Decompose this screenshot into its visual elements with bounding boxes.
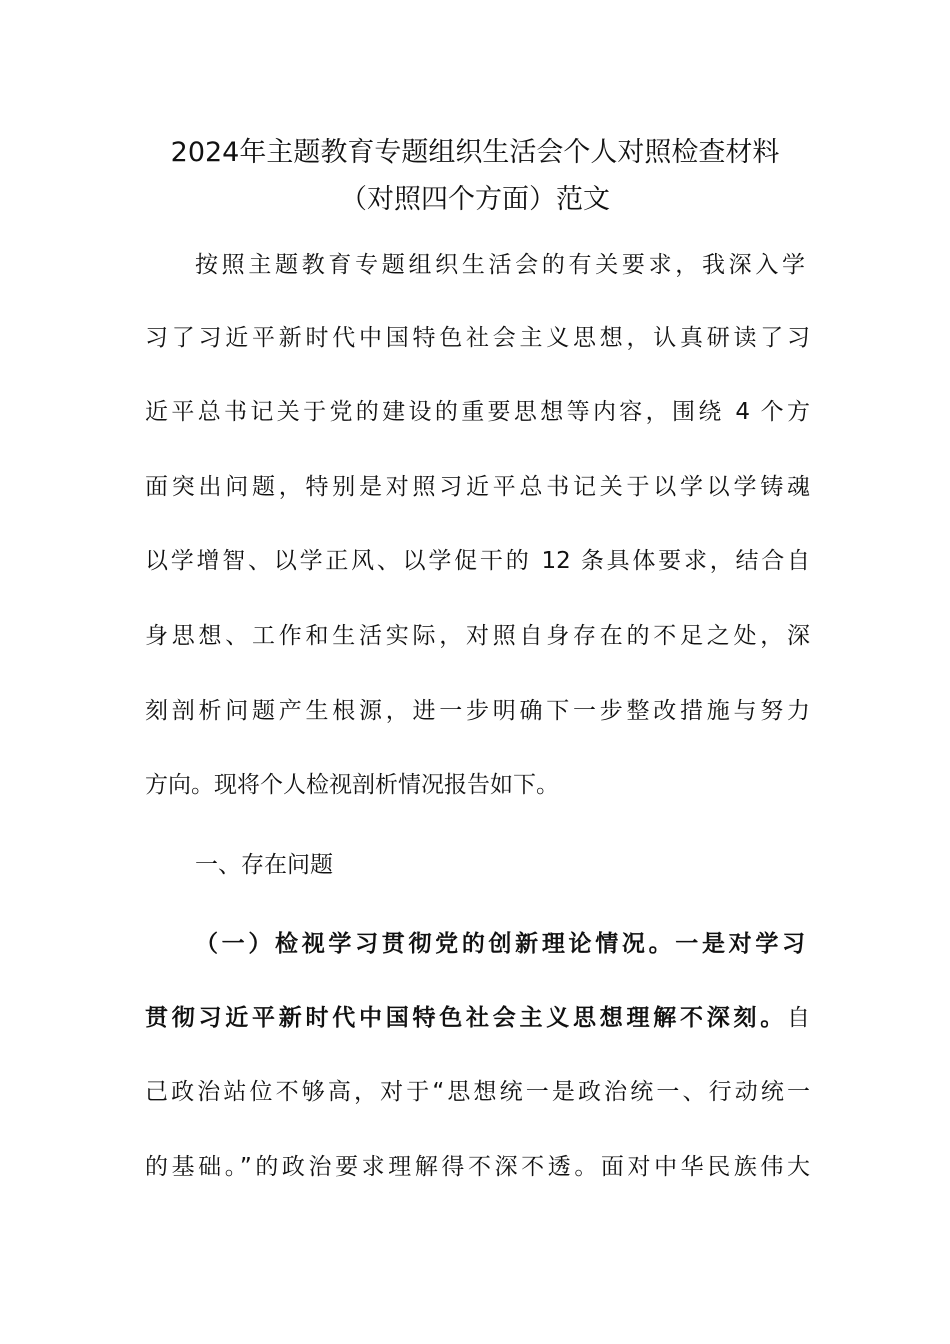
intro-paragraph-line: 身思想、工作和生活实际，对照自身存在的不足之处，深 — [145, 623, 810, 649]
intro-paragraph-line: 习了习近平新时代中国特色社会主义思想，认真研读了习 — [145, 325, 810, 351]
document-title-line2: （对照四个方面）范文 — [340, 184, 610, 215]
intro-paragraph-line: 方向。现将个人检视剖析情况报告如下。 — [145, 772, 559, 798]
intro-paragraph-line: 近平总书记关于党的建设的重要思想等内容，围绕 4 个方 — [145, 399, 810, 425]
subsection-bold-text: 贯彻习近平新时代中国特色社会主义思想理解不深刻。 — [145, 1005, 787, 1031]
intro-paragraph-line: 刻剖析问题产生根源，进一步明确下一步整改措施与努力 — [145, 698, 810, 724]
document-title-line1: 2024年主题教育专题组织生活会个人对照检查材料 — [170, 137, 780, 168]
section-heading: 一、存在问题 — [195, 852, 333, 878]
subsection-line: 己政治站位不够高，对于“思想统一是政治统一、行动统一 — [145, 1079, 810, 1105]
subsection-line — [145, 1003, 810, 1033]
intro-paragraph-line: 面突出问题，特别是对照习近平总书记关于以学以学铸魂 — [145, 474, 810, 500]
intro-paragraph-line: 以学增智、以学正风、以学促干的 12 条具体要求，结合自 — [145, 548, 810, 574]
subsection-normal-text: 自 — [787, 1005, 810, 1031]
subsection-heading: （一）检视学习贯彻党的创新理论情况。一是对学习 — [195, 931, 805, 957]
subsection-line: 的基础。”的政治要求理解得不深不透。面对中华民族伟大 — [145, 1154, 810, 1180]
intro-paragraph-line: 按照主题教育专题组织生活会的有关要求，我深入学 — [195, 252, 805, 278]
